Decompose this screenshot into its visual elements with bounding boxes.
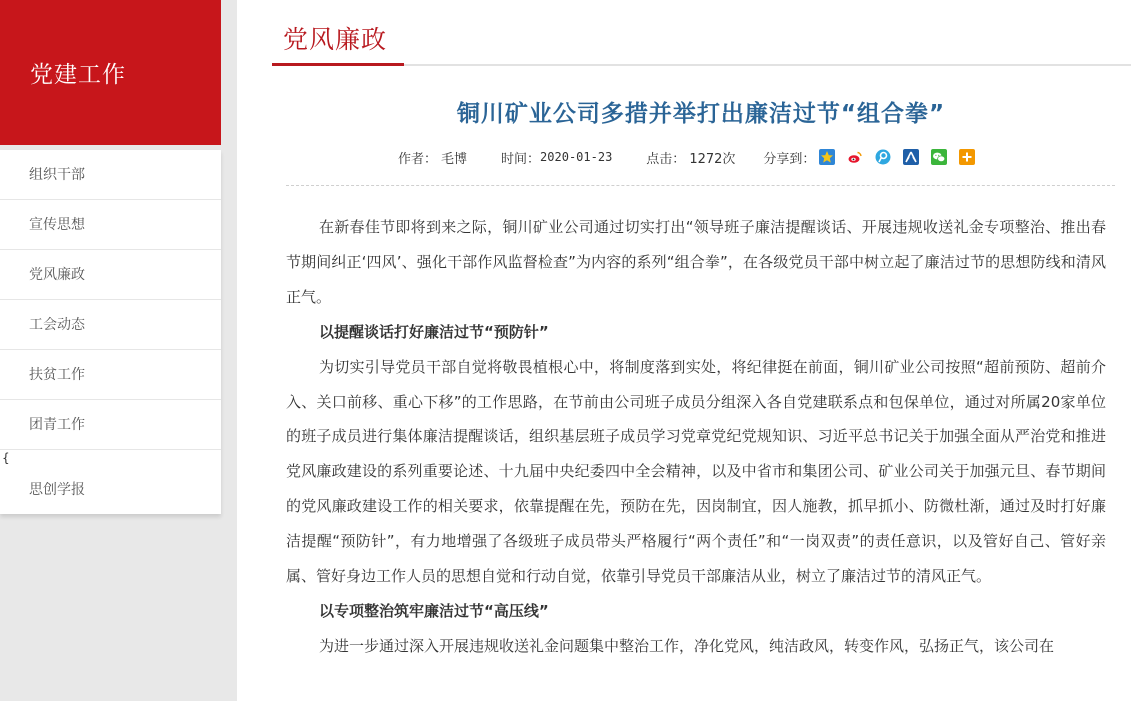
sidebar-item-publicity[interactable]: 宣传思想 <box>0 200 221 250</box>
section-divider-accent <box>272 63 404 66</box>
more-icon[interactable] <box>959 149 975 165</box>
share-label: 分享到： <box>763 151 816 167</box>
article-subheading: 以提醒谈话打好廉洁过节“预防针” <box>319 322 549 341</box>
author-name: 毛博 <box>441 151 468 167</box>
article-meta <box>398 147 975 167</box>
wechat-icon[interactable] <box>931 149 947 165</box>
sidebar-item-label: 思创学报 <box>29 482 85 498</box>
article-paragraph: 为切实引导党员干部自觉将敬畏植根心中，将制度落到实处，将纪律挺在前面，铜川矿业公司按照“超前预防、超前介入、关口前移、重心下移”的工作思路，在节前由公司班子成员分组深入各自党建联系点和包保单位，通过对所属20家单位的班子成员进行集体廉洁提醒谈话，组织基层班子成员学习党章党纪党规知识、习近平总书记关于加强全面从严治党和推进党风廉政建设的系列重要论述、十九届中央纪委四中全会精神，以及中省市和集团公司、矿业公司关于加强元旦、春节期间的党风廉政建设工作的相关要求，依靠提醒在先，预防在先，因岗制宜，因人施教，抓早抓小、防微杜渐，通过及时打好廉洁提醒“预防针”，有力地增强了各级班子成员带头严格履行“两个责任”和“一岗双责”的责任意识，以及管好自己、管好亲属、管好身边工作人员的思想自觉和行动自觉，依靠引导党员干部廉洁从业，树立了廉洁过节的清风正气。 <box>286 357 1106 586</box>
sidebar-item-poverty[interactable]: 扶贫工作 <box>0 350 221 400</box>
click-count: 1272次 <box>689 151 736 167</box>
sidebar-menu <box>0 150 221 514</box>
article-body <box>286 210 1106 664</box>
clicks-label: 点击： <box>646 151 686 167</box>
sidebar-item-organization[interactable]: 组织干部 <box>0 150 221 200</box>
sidebar-item-union[interactable]: 工会动态 <box>0 300 221 350</box>
renren-icon[interactable] <box>903 149 919 165</box>
publish-time: 2020-01-23 <box>540 150 613 164</box>
author-label: 作者： <box>398 151 438 167</box>
article-paragraph: 为进一步通过深入开展违规收送礼金问题集中整治工作，净化党风，纯洁政风，转变作风，弘扬正气，该公司在 <box>319 636 1055 655</box>
tencent-weibo-icon[interactable] <box>875 149 891 165</box>
section-title: 党风廉政 <box>283 25 388 54</box>
sidebar-header <box>0 0 221 145</box>
share-icons <box>819 149 975 165</box>
weibo-icon[interactable] <box>847 149 863 165</box>
article-subheading: 以专项整治筑牢廉洁过节“高压线” <box>319 601 549 620</box>
qzone-icon[interactable] <box>819 149 835 165</box>
article-paragraph: 在新春佳节即将到来之际，铜川矿业公司通过切实打出“领导班子廉洁提醒谈话、开展违规收送礼金专项整治、推出春节期间纠正‘四风’、强化干部作风监督检查”为内容的系列“组合拳”，在各级党员干部中树立起了廉洁过节的思想防线和清风正气。 <box>286 218 1106 306</box>
time-label: 时间： <box>501 151 541 167</box>
article-title: 铜川矿业公司多措并举打出廉洁过节“组合拳” <box>456 101 946 127</box>
stray-brace-text: { <box>2 451 10 465</box>
sidebar-title: 党建工作 <box>30 62 126 88</box>
sidebar-item-integrity[interactable]: 党风廉政 <box>0 250 221 300</box>
sidebar-item-journal[interactable] <box>0 450 221 514</box>
sidebar-item-youth[interactable]: 团青工作 <box>0 400 221 450</box>
meta-divider <box>286 185 1115 186</box>
